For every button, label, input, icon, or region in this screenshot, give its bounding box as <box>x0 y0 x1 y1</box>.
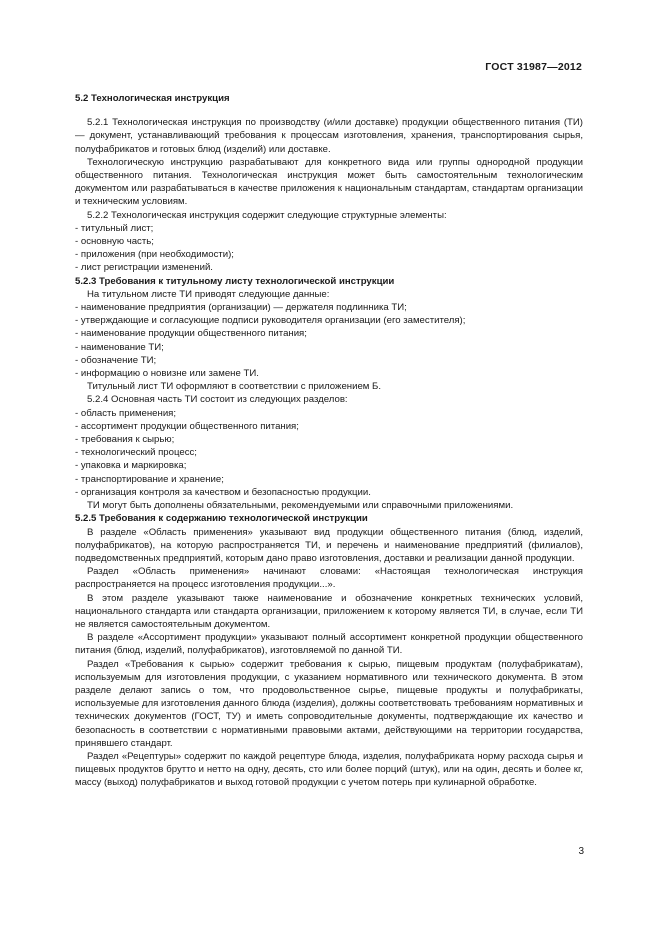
paragraph-develop: Технологическую инструкцию разрабатывают для конкретного вида или группы однородной продукции общественного питания. Технологическая инструкция может быть самостоятельным технологическим документом или разрабатываться в качестве приложения к национальным стандартам, стандартам организации и техническим условиям. <box>75 156 583 208</box>
subheading-5-2-3: 5.2.3 Требования к титульному листу технологической инструкции <box>75 275 395 287</box>
subheading-5-2-5: 5.2.5 Требования к содержанию технологической инструкции <box>75 513 368 525</box>
page-number: 3 <box>578 846 584 857</box>
paragraph-scope-3: В этом разделе указывают также наименование и обозначение конкретных технических условий, национального стандарта или стандарта организации, приложением к которому является ТИ, в случае, если ТИ не является самостоятельным документом. <box>75 592 583 630</box>
list-item: - технологический процесс; <box>75 446 583 459</box>
section-heading: 5.2 Технологическая инструкция <box>75 93 230 104</box>
paragraph-5-2-4: 5.2.4 Основная часть ТИ состоит из следующих разделов: <box>87 394 348 406</box>
list-item: - упаковка и маркировка; <box>75 459 583 472</box>
paragraph-5-2-1: 5.2.1 Технологическая инструкция по производству (и/или доставке) продукции общественного питания (ТИ) — документ, устанавливающий требования к процессам изготовления, хранения, транспортирования сырья, полуфабрикатов и готовых блюд (изделий) или доставке. <box>75 117 583 155</box>
paragraph-raw-materials: Раздел «Требования к сырью» содержит требования к сырью, пищевым продуктам (полуфабрикатам), используемым для изготовления продукции, с указанием нормативного или технического документа. В этом разделе делают запись о том, что продовольственное сырье, пищевые продукты и полуфабрикаты, используемые для изготовления данного блюда (изделия), должны соответствовать требованиям нормативных и технических документов (ГОСТ, ТУ) и иметь сопроводительные документы, подтверждающие их качество и безопасность в соответствии с нормативными правовыми актами, действующими на территории государства, принявшего стандарт. <box>75 658 583 749</box>
list-item: - титульный лист; <box>75 222 583 235</box>
paragraph-assortment: В разделе «Ассортимент продукции» указывают полный ассортимент конкретной продукции общественного питания (блюд, изделий, полуфабрикатов), изготовляемой по данной ТИ. <box>75 632 583 657</box>
list-item: - лист регистрации изменений. <box>75 261 583 274</box>
paragraph-title-intro: На титульном листе ТИ приводят следующие данные: <box>87 288 330 300</box>
list-item: - требования к сырью; <box>75 433 583 446</box>
page-body <box>75 92 583 790</box>
list-main-sections <box>75 407 583 499</box>
list-item: - информацию о новизне или замене ТИ. <box>75 367 583 380</box>
list-item: - транспортирование и хранение; <box>75 473 583 486</box>
list-item: - обозначение ТИ; <box>75 354 583 367</box>
list-item: - наименование предприятия (организации) — держателя подлинника ТИ; <box>75 301 583 314</box>
paragraph-5-2-2: 5.2.2 Технологическая инструкция содержит следующие структурные элементы: <box>87 209 447 221</box>
list-item: - ассортимент продукции общественного питания; <box>75 420 583 433</box>
paragraph-scope-2: Раздел «Область применения» начинают словами: «Настоящая технологическая инструкция распространяется на процесс изготовления продукции...». <box>75 566 583 591</box>
list-item: - утверждающие и согласующие подписи руководителя организации (его заместителя); <box>75 314 583 327</box>
paragraph-title-annex: Титульный лист ТИ оформляют в соответствии с приложением Б. <box>87 381 382 393</box>
list-item: - организация контроля за качеством и безопасностью продукции. <box>75 486 583 499</box>
list-item: - наименование ТИ; <box>75 341 583 354</box>
list-item: - наименование продукции общественного питания; <box>75 327 583 340</box>
list-title-page-data <box>75 301 583 380</box>
list-item: - основную часть; <box>75 235 583 248</box>
list-item: - приложения (при необходимости); <box>75 248 583 261</box>
list-item: - область применения; <box>75 407 583 420</box>
list-structural-elements <box>75 222 583 275</box>
standard-header: ГОСТ 31987—2012 <box>485 61 582 73</box>
paragraph-scope-1: В разделе «Область применения» указывают вид продукции общественного питания (блюд, изделий, полуфабрикатов), на которую распространяется ТИ, и перечень и наименование предприятий (филиалов), подведомственных предприятий, которым дано право изготовления, доставки и реализации данной продукции. <box>75 526 583 564</box>
paragraph-annexes: ТИ могут быть дополнены обязательными, рекомендуемыми или справочными приложениями. <box>87 500 514 512</box>
paragraph-recipes: Раздел «Рецептуры» содержит по каждой рецептуре блюда, изделия, полуфабриката норму расхода сырья и пищевых продуктов брутто и нетто на одну, десять, сто или более порций (штук), или на один, десять и более кг, массу (выход) полуфабрикатов и выход готовой продукции с учетом потерь при кулинарной обработке. <box>75 750 583 789</box>
